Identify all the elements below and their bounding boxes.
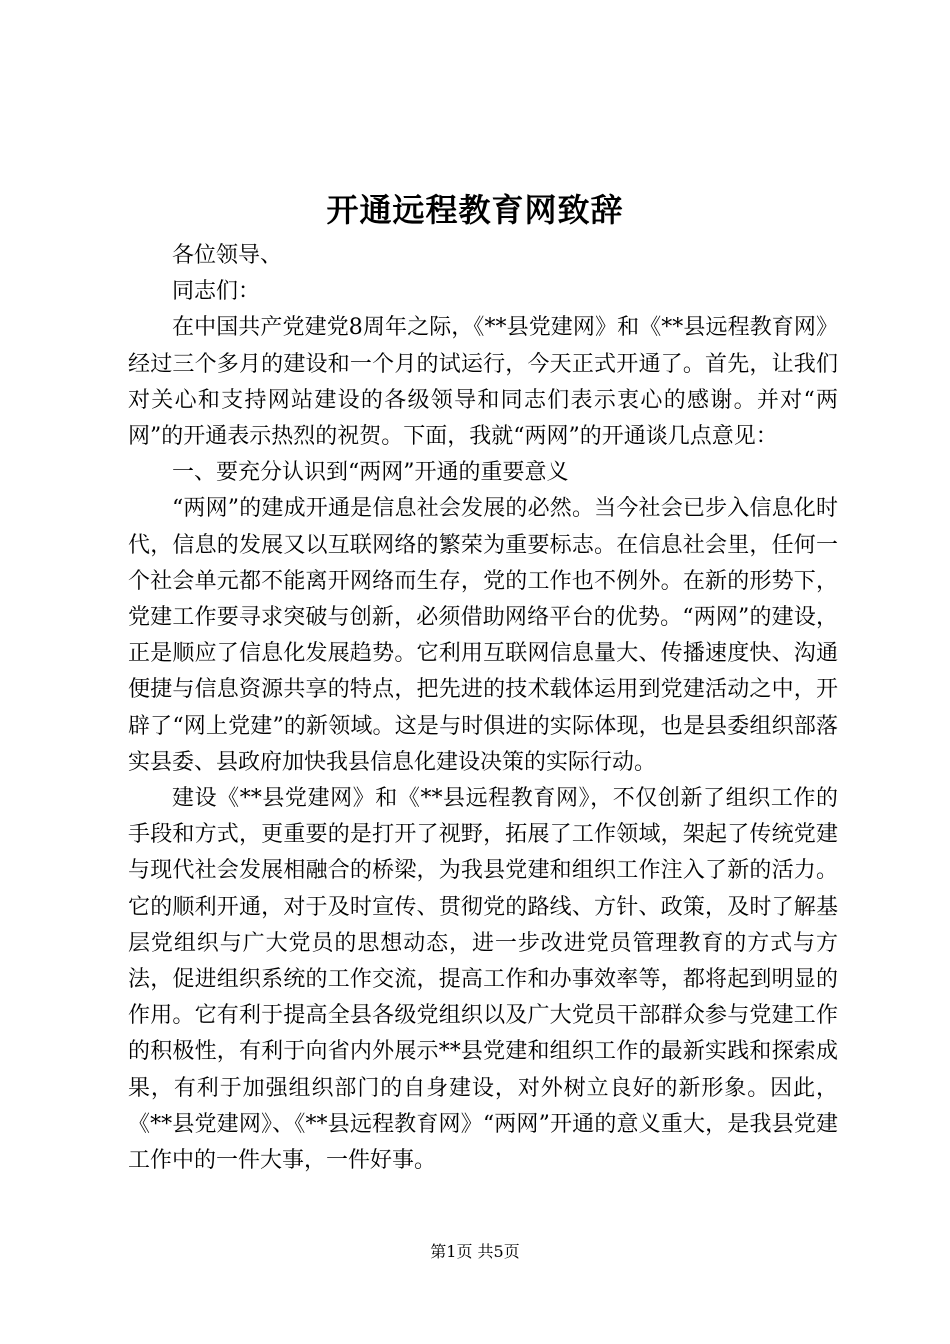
paragraph-construction: 建设《**县党建网》和《**县远程教育网》，不仅创新了组织工作的手段和方式，更重要的是打开了视野，拓展了工作领域，架起了传统党建与现代社会发展相融合的桥梁，为我县党建和组织工作注入了新的活力。它的顺利开通，对于及时宣传、贯彻党的路线、方针、政策，及时了解基层党组织与广大党员的思想动态，进一步改进党员管理教育的方式与方法，促进组织系统的工作交流，提高工作和办事效率等，都将起到明显的作用。它有利于提高全县各级党组织以及广大党员干部群众参与党建工作的积极性，有利于向省内外展示**县党建和组织工作的最新实践和探索成果，有利于加强组织部门的自身建设，对外树立良好的新形象。因此，《**县党建网》、《**县远程教育网》“两网”开通的意义重大，是我县党建工作中的一件大事，一件好事。 (128, 786, 838, 1174)
paragraph-significance: “两网”的建成开通是信息社会发展的必然。当今社会已步入信息化时代，信息的发展又以互联网络的繁荣为重要标志。在信息社会里，任何一个社会单元都不能离开网络而生存，党的工作也不例外。在新的形势下，党建工作要寻求突破与创新，必须借助网络平台的优势。“两网”的建设，正是顺应了信息化发展趋势。它利用互联网信息量大、传播速度快、沟通便捷与信息资源共享的特点，把先进的技术载体运用到党建活动之中，开辟了“网上党建”的新领域。这是与时俱进的实际体现，也是县委组织部落实县委、县政府加快我县信息化建设决策的实际行动。 (128, 496, 838, 775)
document-body (128, 238, 838, 1179)
document-title: 开通远程教育网致辞 (326, 191, 624, 229)
paragraph-opening: 在中国共产党建党8周年之际，《**县党建网》和《**县远程教育网》经过三个多月的建设和一个月的试运行，今天正式开通了。首先，让我们对关心和支持网站建设的各级领导和同志们表示衷心的感谢。并对“两网”的开通表示热烈的祝贺。下面，我就“两网”的开通谈几点意见： (128, 315, 838, 450)
salutation-line-1: 各位领导、 (172, 243, 283, 268)
section-heading-1: 一、要充分认识到“两网”开通的重要意义 (172, 460, 569, 486)
page-footer: 第1页 共5页 (430, 1242, 520, 1261)
salutation-line-2: 同志们： (172, 279, 261, 305)
